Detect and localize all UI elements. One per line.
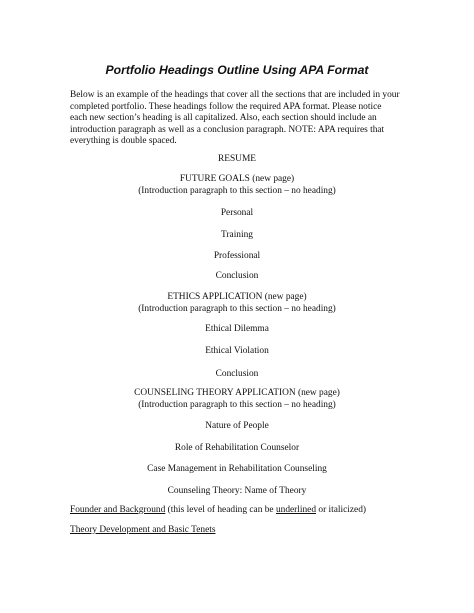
- counseling-subheading-nature: Nature of People: [205, 421, 269, 431]
- founder-note-after: or italicized): [316, 505, 367, 515]
- theory-development-heading: Theory Development and Basic Tenets: [70, 525, 216, 535]
- future-goals-heading: FUTURE GOALS (new page): [179, 174, 295, 184]
- founder-note-underlined: underlined: [275, 505, 317, 515]
- ethics-heading: ETHICS APPLICATION (new page): [167, 292, 307, 302]
- counseling-intro-note: (Introduction paragraph to this section – no heading): [138, 400, 336, 410]
- future-goals-subheading-personal: Personal: [220, 208, 254, 218]
- counseling-subheading-theory-name: Counseling Theory: Name of Theory: [167, 486, 307, 496]
- intro-line: completed portfolio. These headings follow the required APA format. Please notice: [70, 101, 382, 112]
- future-goals-intro-note: (Introduction paragraph to this section – no heading): [138, 186, 336, 196]
- founder-note-before: (this level of heading can be: [165, 505, 276, 515]
- intro-paragraph: [70, 90, 410, 148]
- counseling-subheading-role: Role of Rehabilitation Counselor: [174, 443, 300, 453]
- future-goals-subheading-conclusion: Conclusion: [215, 271, 259, 281]
- counseling-subheading-case-management: Case Management in Rehabilitation Counseling: [147, 464, 327, 474]
- ethics-intro-note: (Introduction paragraph to this section – no heading): [138, 304, 336, 314]
- resume-heading: RESUME: [217, 154, 257, 164]
- founder-background-heading: Founder and Background: [70, 505, 166, 515]
- counseling-heading: COUNSELING THEORY APPLICATION (new page): [134, 388, 340, 398]
- intro-line: introduction paragraph as well as a conclusion paragraph. NOTE: APA requires that: [70, 124, 385, 135]
- intro-line: Below is an example of the headings that cover all the sections that are included in your: [70, 90, 400, 100]
- ethics-subheading-dilemma: Ethical Dilemma: [205, 324, 269, 334]
- theory-development-line: [70, 524, 215, 536]
- ethics-subheading-violation: Ethical Violation: [205, 346, 269, 356]
- intro-line: each new section’s heading is all capitalized. Also, each section should include an: [70, 113, 377, 124]
- future-goals-subheading-training: Training: [221, 230, 253, 240]
- intro-line: everything is double spaced.: [70, 136, 177, 147]
- document-title: Portfolio Headings Outline Using APA Format: [105, 63, 369, 77]
- founder-background-line: [70, 504, 366, 516]
- ethics-subheading-conclusion: Conclusion: [215, 369, 259, 379]
- future-goals-subheading-professional: Professional: [213, 251, 261, 261]
